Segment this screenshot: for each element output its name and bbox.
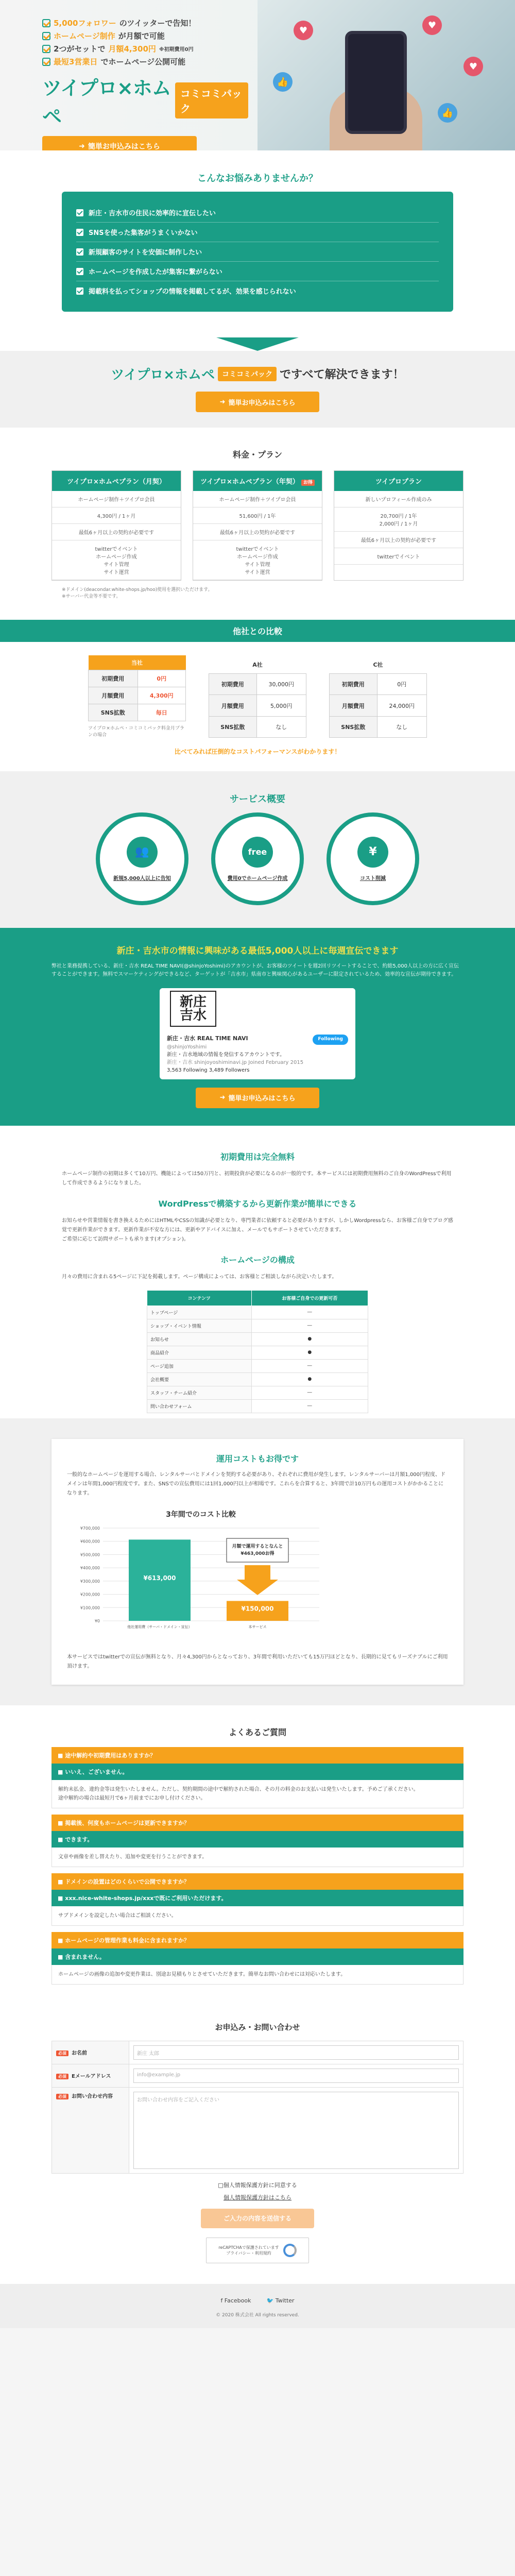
free-icon: free [242,837,273,868]
faq-question[interactable] [52,1815,464,1831]
table-row [147,1359,368,1372]
row-key: 月額費用 [330,695,377,716]
column-header: お客様ご自身での更新可否 [251,1290,368,1306]
answer-icon: ■ [58,1894,65,1902]
y-tick-label: ¥500,000 [80,1552,100,1557]
row-key: 初期費用 [330,674,377,695]
logo-sub: コミコミパック [175,82,248,118]
field-cell [129,2041,464,2064]
plan-price: 20,700円 / 1年 2,000円 / 1ヶ月 [334,507,463,532]
cost-text: 一般的なホームページを運用する場合、レンタルサーバとドメインを契約する必要があり、それぞれに費用が発生します。レンタルサーバーは月額1,000円程度、ドメインは年間1,000円程度です。また、SNSでの宣伝費用には1回1,000円以上が相場です。これらを合算すると、3年間で計10万円もの運用コストがかかることになります。 [67,1471,446,1496]
hero-text: 2つがセットで [54,44,106,54]
checkbox-icon [76,287,83,295]
faq-answer: サブドメインを設定したい場合はご相談ください。 [52,1906,464,1926]
account-handle: @shinjoYoshimi [167,1044,207,1050]
row-key: SNS拡散 [330,716,377,737]
message-textarea[interactable]: お問い合わせ内容をご記入ください [133,2092,459,2169]
y-tick-label: ¥100,000 [80,1605,100,1610]
table-row [147,1346,368,1359]
cost-text: 本サービスではtwitterでの宣伝が無料となり、月々4,300円からとなっており、3年間で利用いただいても15万円ほどとなり、長期的に見てもリーズナブルにご利用頂けます。 [67,1654,448,1669]
faq-answer-head [52,1948,464,1965]
checkbox-icon [76,248,83,256]
cell: ● [251,1372,368,1386]
faq-answer: 解約未払金、違約金等は発生いたしません。ただし、契約期間の途中で解約された場合、その月の料金のお支払いは発生いたします。予めご了承ください。 途中解約の場合は最短月で6ヶ月前までにお申し付けください。 [52,1780,464,1808]
plan-cards [0,470,515,581]
question-text: ドメインの設置はどのくらいで公開できますか？ [65,1878,190,1885]
question-text: 掲載後、何度もホームページは更新できますか？ [65,1819,190,1826]
y-tick-label: ¥0 [94,1618,100,1623]
recaptcha-icon [283,2244,297,2257]
cell: ― [251,1359,368,1372]
account-logo: 新庄 吉水 [170,991,216,1027]
compare-tables [0,655,515,738]
field-cell [129,2087,464,2173]
y-tick-label: ¥600,000 [80,1539,100,1544]
field-label [52,2064,129,2087]
faq-item [52,1747,464,1808]
compare-table [88,655,186,721]
submit-button[interactable]: ご入力の内容を送信する [201,2209,314,2228]
twitter-profile-card[interactable] [160,988,355,1079]
agree-checkbox[interactable]: □個人情報保護方針に同意する [218,2181,297,2189]
recaptcha-badge[interactable] [206,2238,309,2263]
hero-apply-button[interactable] [42,136,197,150]
services-section [0,771,515,928]
faq-item [52,1873,464,1926]
faq-question[interactable] [52,1932,464,1948]
hero-highlight: ホームページ制作 [54,31,115,41]
plan-features: twitterでイベント [334,548,463,565]
check-icon [42,58,50,66]
y-tick-label: ¥200,000 [80,1592,100,1597]
plan-name-text: ツイプロ×ホムペプラン（月契） [67,478,166,486]
heart-icon: ♥ [422,15,442,35]
profile-body [160,1029,355,1079]
required-badge: 必須 [56,2074,68,2079]
column-header: コンテンツ [147,1290,252,1306]
plan-name-text: ツイプロ×ホムペプラン（年契） [200,478,299,486]
row-key: 初期費用 [209,674,257,695]
label-text: お問い合わせ内容 [72,2093,113,2099]
service-items [0,812,515,905]
bar-value-label: ¥150,000 [241,1605,274,1613]
cell: ● [251,1332,368,1346]
chart-title: 3年間でのコスト比較 [166,1510,236,1519]
question-icon: ■ [58,1937,65,1944]
faq-question[interactable] [52,1747,464,1764]
required-badge: 必須 [56,2094,68,2099]
twitter-section [0,928,515,1126]
row-key: SNS拡散 [209,716,257,737]
twitter-description: 弊社と業務提携している、新庄・吉水 REAL TIME NAVI(@shinjoYoshimi)のアカウントが、お客様のツイートを週2回リツイートすることで、約総5,000人以上の方に広く宣伝することができます。無料でスマーケティングができるなど、ターゲットが「吉水市」県南市と興味関心があるユーザーに限定されているため、効率的な宣伝が期待できます。 [52,963,459,977]
row-value: なし [256,716,306,737]
hero-text: ※初期費用0円 [159,47,194,53]
question-text: ホームページの管理作業も料金に含まれますか？ [65,1937,190,1944]
row-key: 初期費用 [89,670,138,687]
plan-row: 最低6ヶ月以上の契約が必要です [334,532,463,548]
email-input[interactable]: info@example.jp [133,2069,459,2083]
button-label: 簡単お申込みはこちら [228,399,296,407]
service-label: コスト削減 [360,875,386,882]
bar-value-label: ¥613,000 [143,1574,176,1582]
company-name: C社 [373,661,383,668]
info-text: 月々の費用に含まれる5ページに下記を掲載します。ページ構成によっては、お客様とご相談しながら決定いたします。 [62,1274,337,1280]
button-label: 簡単お申込みはこちら [88,143,160,150]
question-text: 途中解約や初期費用はありますか？ [65,1752,156,1759]
twitter-link[interactable]: 🐦 Twitter [266,2297,295,2304]
row-value: 0円 [138,670,186,687]
cell: ● [251,1346,368,1359]
plan-note: ※ドメイン(deacondar.white-shops.jp/hoo)使用を選択いただけます。 ※サーバー代金等不要です。 [62,587,213,599]
question-icon: ■ [58,1819,65,1826]
annotation-text: 月額で運用するとなんと [232,1544,283,1549]
field-label [52,2041,129,2064]
name-input[interactable]: 新庄 太郎 [133,2045,459,2060]
follow-button[interactable]: Following [313,1035,348,1045]
logo-main: ツイプロ×ホムペ [42,77,171,128]
plan-name-text: ツイプロプラン [375,478,422,486]
plan-features: twitterでイベント ホームページ作成 サイト管理 サイト運営 [52,540,181,580]
section-title: 運用コストもお得です [216,1453,299,1464]
check-icon [42,45,50,53]
cell: 商品紹介 [147,1346,252,1359]
list-item [76,281,439,300]
answer-icon: ■ [58,1836,65,1843]
faq-item [52,1932,464,1985]
faq-item [52,1815,464,1867]
contact-form [0,2011,515,2284]
service-label: 費用0でホームページ作成 [227,875,288,882]
answer-text: できます。 [65,1836,93,1843]
row-value: 4,300円 [138,687,186,704]
faq-answer-head [52,1890,464,1906]
list-item [76,203,439,223]
compare-note: ツイプロ×ホムペ・コミコミパック料金月プランの場合 [88,726,184,738]
facebook-link[interactable]: f Facebook [220,2297,251,2304]
row-value: なし [377,716,426,737]
checkbox-icon [76,209,83,216]
faq-answer-head [52,1764,464,1780]
question-icon: ■ [58,1752,65,1759]
cost-card [52,1439,464,1685]
annotation-box [227,1538,288,1562]
cell: ― [251,1306,368,1319]
plan-features: twitterでイベント ホームページ作成 サイト管理 サイト運営 [193,540,322,580]
service-label: 新規5,000人以上に告知 [113,875,171,882]
form-table [52,2041,464,2174]
hero-copy [42,15,248,150]
compare-table [329,655,427,738]
arrow-right-icon: ➜ [219,1094,226,1101]
section-title: 料金・プラン [232,450,282,460]
footer [0,2284,515,2328]
arrow-right-icon: ➜ [219,398,226,406]
arrow-down-icon [216,337,299,351]
hero-line [42,18,248,28]
row-value: 24,000円 [377,695,426,716]
cell: ― [251,1386,368,1399]
worries-section [0,150,515,337]
x-tick-label: 他社運用費（サーバ・ドメイン・宣伝） [127,1624,192,1629]
hero-text: が月額で可能 [118,31,165,41]
info-text: お知らせや営業情報を書き換えるためにはHTMLやCSSの知識が必要となり、専門業者に依頼すると必要がありますが、しかしWordpressなら、お客様ご自身でブログ感覚で更新作業ができます。更新作業が不安な方には、更新やアドバイスに加え、メールでもサポートさせていただきます。 ご希望に応じて訪問サポートも承ります(オプション)。 [62,1217,453,1242]
smartphone-image [345,31,407,134]
cell: ページ追加 [147,1359,252,1372]
group-icon: 👥 [127,837,158,868]
hero-logo [42,72,248,129]
row-value: 毎日 [138,704,186,721]
list-item [76,223,439,242]
cell: 会社概要 [147,1372,252,1386]
cell: ― [251,1319,368,1332]
check-icon [42,32,50,40]
plan-card [193,470,322,581]
checkbox-icon [76,229,83,236]
plan-row: 新しいプロフィール作成のみ [334,491,463,507]
plan-row: 最低6ヶ月以上の契約が必要です [52,524,181,540]
service-item[interactable] [211,812,304,905]
plan-name [334,471,463,491]
compare-table [209,655,306,738]
footer-links [0,2297,515,2304]
logo-main: ツイプロ×ホムペ [111,367,215,383]
plan-row: ホームページ制作＋ツイプロ会員 [52,491,181,507]
cell: スタッフ・チーム紹介 [147,1386,252,1399]
logo-sub: コミコミパック [218,367,277,381]
solve-headline [0,364,515,383]
row-key: SNS拡散 [89,704,138,721]
answer-icon: ■ [58,1953,65,1960]
account-meta: 新庄・吉水 shinjoyoshiminavi.jp Joined February 2015 [167,1059,304,1065]
faq-question[interactable] [52,1873,464,1890]
service-item[interactable] [96,812,188,905]
section-title: 初期費用は完全無料 [220,1151,295,1162]
hero-line [42,56,248,67]
hero-image [258,0,515,150]
label-text: お名前 [72,2050,87,2056]
y-tick-label: ¥300,000 [80,1579,100,1584]
plan-section [0,428,515,620]
faq-answer: ホームページの画像の追加や変更作業は、別途お見積もりとさせていただきます。簡単なお問い合わせには対応いたします。 [52,1965,464,1985]
item-text: 新庄・吉水市の住民に効率的に宣伝したい [89,210,216,217]
question-icon: ■ [58,1878,65,1885]
copyright: © 2020 株式会社 All rights reserved. [216,2312,299,2318]
row-value: 0円 [377,674,426,695]
hero-line [42,30,248,41]
company-name: 当社 [89,655,186,670]
account-name: 新庄・吉水 REAL TIME NAVI [167,1035,248,1042]
hero-highlight: 月額4,300円 [108,44,156,54]
table-row [147,1306,368,1319]
account-stats: 3,563 Following 3,489 Followers [167,1067,250,1073]
x-tick-label: 本サービス [248,1624,267,1629]
cell: トップページ [147,1306,252,1319]
plan-badge: お得 [301,480,315,486]
section-title: ホームページの構成 [220,1255,295,1265]
hero-text: でホームページ公開可能 [100,57,186,66]
section-title: 新庄・吉水市の情報に興味がある最低5,000人以上に毎週宣伝できます [116,946,399,956]
label-text: Eメールアドレス [72,2074,111,2079]
y-tick-label: ¥400,000 [80,1565,100,1570]
table-row [147,1332,368,1346]
item-text: SNSを使った集客がうまくいかない [89,229,198,237]
plan-name [193,471,322,491]
plan-row: ホームページ制作＋ツイプロ会員 [193,491,322,507]
table-row [147,1399,368,1413]
solve-section [0,351,515,428]
hero-text: のツイッターで告知！ [119,19,196,28]
heart-icon: ♥ [464,57,483,76]
worries-list [62,192,453,312]
heart-icon: ♥ [294,21,313,40]
faq-answer-head [52,1831,464,1848]
row-key: 月額費用 [89,687,138,704]
cell: お知らせ [147,1332,252,1346]
profile-banner [160,988,355,1029]
table-row [147,1372,368,1386]
answer-text: 含まれません。 [65,1953,105,1960]
plan-row: 最低6ヶ月以上の契約が必要です [193,524,322,540]
section-title: こんなお悩みありませんか？ [197,173,318,184]
apply-button[interactable] [196,1088,319,1108]
plan-price: 4,300円 / 1ヶ月 [52,507,181,524]
section-title: よくあるご質問 [228,1727,286,1737]
plan-card [52,470,181,581]
button-label: 簡単お申込みはこちら [228,1095,296,1103]
list-item [76,242,439,262]
answer-text: xxx.nice-white-shops.jp/xxxで既にご利用いただけます。 [65,1894,227,1902]
cost-chart [67,1507,335,1641]
like-icon: 👍 [273,72,293,92]
cost-icon: ¥ [357,837,388,868]
compare-us [88,655,186,738]
annotation-text: ¥463,000お得 [241,1551,274,1556]
compare-section [0,642,515,771]
info-text: ホームページ制作の初期は多くて10万円、機能によっては50万円と、初期投資が必要になるのが一般的です。本サービスには初期費用無料のご自身のWordPressで利用して作成できるようになりました。 [62,1171,452,1186]
answer-icon: ■ [58,1768,65,1775]
check-icon [42,19,50,27]
section-title: サービス概要 [230,794,285,805]
plan-name [52,471,181,491]
company-name: A社 [252,661,263,668]
table-row [147,1319,368,1332]
privacy-link[interactable]: 個人情報保護方針はこちら [224,2194,291,2201]
answer-text: いいえ、ございません。 [65,1768,128,1775]
field-label [52,2087,129,2173]
account-bio: 新庄・吉水地域の情報を発信するアカウントです。 [167,1052,285,1058]
required-badge: 必須 [56,2050,68,2056]
item-text: 掲載料を払ってショップの情報を掲載してるが、効果を感じられない [89,288,296,296]
faq-section [0,1705,515,2011]
row-value: 30,000円 [256,674,306,695]
cell: 問い合わせフォーム [147,1399,252,1413]
service-item[interactable] [327,812,419,905]
plan-card [334,470,464,581]
hero-highlight: 最短3営業日 [54,57,98,66]
info-section [0,1126,515,1418]
table-row [147,1386,368,1399]
cost-section [0,1418,515,1705]
item-text: ホームページを作成したが集客に繋がらない [89,268,222,276]
cell: ― [251,1399,368,1413]
compare-footnote: 比べてみれば圧倒的なコストパフォーマンスがわかります！ [174,748,341,755]
like-icon: 👍 [438,103,457,123]
recaptcha-text: reCAPTCHAで保護されています プライバシー・利用規約 [218,2245,279,2256]
section-title: お申込み・お問い合わせ [215,2022,300,2032]
composition-table [147,1290,368,1413]
cell: ショップ・イベント情報 [147,1319,252,1332]
arrow-right-icon: ➜ [79,142,85,150]
row-value: 5,000円 [256,695,306,716]
plan-price: 51,600円 / 1年 [193,507,322,524]
hero [0,0,515,150]
field-cell [129,2064,464,2087]
item-text: 新規顧客のサイトを安価に制作したい [89,249,202,257]
down-arrow-icon [237,1565,278,1595]
y-tick-label: ¥700,000 [80,1526,100,1531]
hero-highlight: 5,000フォロワー [54,19,116,28]
section-title: 他社との比較 [0,620,515,642]
list-item [76,262,439,281]
faq-answer: 文章や画像を差し替えたり、追加や変更を行うことができます。 [52,1848,464,1867]
solve-text: ですべて解決できます！ [280,368,404,381]
apply-button[interactable] [196,392,319,412]
checkbox-icon [76,268,83,275]
row-key: 月額費用 [209,695,257,716]
section-title: WordPressで構築するから更新作業が簡単にできる [158,1198,357,1209]
hero-line [42,43,248,54]
